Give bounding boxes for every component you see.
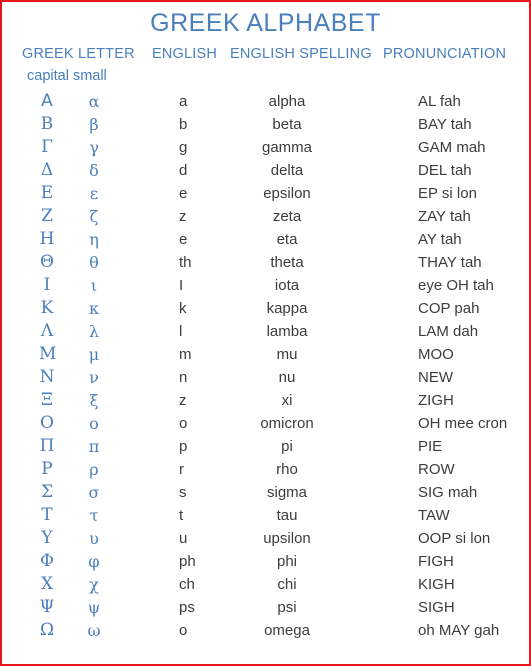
english-spelling: xi: [281, 392, 293, 409]
small-letter: π: [88, 437, 100, 456]
small-letter: ξ: [89, 391, 99, 410]
capital-letter: Ξ: [41, 390, 53, 410]
capital-letter: Κ: [40, 298, 54, 318]
table-row: [2, 551, 531, 574]
table-row: [2, 321, 531, 344]
english-spelling: epsilon: [263, 185, 311, 202]
english-spelling: eta: [276, 231, 298, 248]
capital-letter: Ε: [40, 183, 54, 203]
pronunciation: COP pah: [418, 300, 480, 317]
table-row: [2, 528, 531, 551]
pronunciation: DEL tah: [418, 162, 472, 179]
english-spelling: chi: [277, 576, 297, 593]
capital-letter: Ν: [39, 367, 55, 387]
english-spelling: psi: [277, 599, 297, 616]
small-letter: β: [89, 115, 99, 134]
english-spelling: theta: [270, 254, 304, 271]
english-spelling: nu: [278, 369, 296, 386]
capital-letter: Ρ: [41, 459, 53, 479]
english-letter: z: [179, 208, 187, 225]
capital-letter: Λ: [40, 321, 54, 341]
english-letter: u: [179, 530, 188, 547]
table-row: [2, 597, 531, 620]
small-letter: ζ: [89, 207, 99, 226]
small-letter: ε: [89, 184, 99, 203]
english-letter: ps: [179, 599, 195, 616]
english-spelling: gamma: [261, 139, 313, 156]
small-letter: ν: [89, 368, 99, 387]
capital-letter: Η: [39, 229, 55, 249]
pronunciation: THAY tah: [418, 254, 482, 271]
pronunciation: OH mee cron: [418, 415, 508, 432]
table-row: [2, 114, 531, 137]
capital-letter: Ο: [40, 413, 54, 433]
pronunciation: OOP si lon: [418, 530, 491, 547]
table-row: [2, 229, 531, 252]
english-spelling: mu: [276, 346, 298, 363]
english-letter: k: [179, 300, 187, 317]
subheader-capital-small: capital small: [27, 68, 107, 84]
table-row: [2, 137, 531, 160]
pronunciation: SIG mah: [418, 484, 478, 501]
capital-letter: Τ: [41, 505, 53, 525]
table-row: [2, 436, 531, 459]
english-spelling: alpha: [268, 93, 306, 110]
pronunciation: eye OH tah: [418, 277, 494, 294]
english-spelling: lamba: [266, 323, 308, 340]
small-letter: κ: [89, 299, 99, 318]
small-letter: ρ: [89, 460, 99, 479]
small-letter: ψ: [87, 598, 101, 617]
pronunciation: KIGH: [418, 576, 455, 593]
capital-letter: Β: [40, 114, 54, 134]
pronunciation: oh MAY gah: [418, 622, 500, 639]
capital-letter: Α: [41, 91, 53, 111]
english-spelling: pi: [281, 438, 293, 455]
english-spelling: rho: [276, 461, 298, 478]
small-letter: φ: [88, 552, 100, 571]
english-spelling: upsilon: [263, 530, 311, 547]
english-letter: o: [179, 622, 188, 639]
english-letter: I: [179, 277, 184, 294]
pronunciation: LAM dah: [418, 323, 479, 340]
small-letter: δ: [89, 161, 99, 180]
table-row: [2, 574, 531, 597]
alphabet-table: [2, 91, 531, 643]
english-letter: p: [179, 438, 188, 455]
header-english-spelling: ENGLISH SPELLING: [230, 46, 372, 62]
table-row: [2, 91, 531, 114]
pronunciation: NEW: [418, 369, 453, 386]
capital-letter: Ψ: [39, 597, 55, 617]
table-row: [2, 206, 531, 229]
pronunciation: PIE: [418, 438, 443, 455]
pronunciation: GAM mah: [418, 139, 486, 156]
pronunciation: TAW: [418, 507, 450, 524]
pronunciation: FIGH: [418, 553, 454, 570]
english-letter: l: [179, 323, 183, 340]
pronunciation: ROW: [418, 461, 455, 478]
small-letter: ι: [90, 276, 98, 295]
table-row: [2, 298, 531, 321]
english-spelling: omicron: [260, 415, 314, 432]
capital-letter: Φ: [40, 551, 54, 571]
table-row: [2, 505, 531, 528]
english-spelling: tau: [276, 507, 298, 524]
table-row: [2, 390, 531, 413]
english-spelling: omega: [264, 622, 310, 639]
small-letter: ω: [87, 621, 101, 640]
english-letter: g: [179, 139, 188, 156]
small-letter: θ: [89, 253, 99, 272]
capital-letter: Υ: [41, 528, 53, 548]
english-spelling: beta: [272, 116, 302, 133]
small-letter: τ: [89, 506, 99, 525]
small-letter: μ: [88, 345, 100, 364]
pronunciation: ZIGH: [418, 392, 454, 409]
capital-letter: Ι: [43, 275, 51, 295]
table-row: [2, 160, 531, 183]
english-letter: s: [179, 484, 187, 501]
small-letter: γ: [89, 138, 99, 157]
pronunciation: SIGH: [418, 599, 455, 616]
small-letter: σ: [88, 483, 100, 502]
english-letter: ch: [179, 576, 195, 593]
english-spelling: iota: [274, 277, 300, 294]
table-row: [2, 413, 531, 436]
english-letter: r: [179, 461, 184, 478]
capital-letter: Θ: [40, 252, 54, 272]
capital-letter: Μ: [39, 344, 57, 364]
english-letter: t: [179, 507, 184, 524]
english-spelling: zeta: [272, 208, 302, 225]
capital-letter: Σ: [40, 482, 54, 502]
pronunciation: MOO: [418, 346, 454, 363]
english-spelling: delta: [270, 162, 304, 179]
english-letter: n: [179, 369, 188, 386]
english-letter: d: [179, 162, 188, 179]
table-row: [2, 367, 531, 390]
english-letter: m: [179, 346, 192, 363]
english-letter: a: [179, 93, 188, 110]
pronunciation: ZAY tah: [418, 208, 471, 225]
table-row: [2, 620, 531, 643]
english-spelling: sigma: [266, 484, 307, 501]
english-letter: b: [179, 116, 188, 133]
english-letter: e: [179, 185, 188, 202]
small-letter: α: [88, 92, 100, 111]
header-pronunciation: PRONUNCIATION: [383, 46, 507, 62]
pronunciation: AY tah: [418, 231, 462, 248]
capital-letter: Γ: [41, 137, 53, 157]
capital-letter: Π: [39, 436, 55, 456]
english-letter: z: [179, 392, 187, 409]
small-letter: λ: [88, 322, 100, 341]
small-letter: ο: [89, 414, 99, 433]
table-row: [2, 459, 531, 482]
table-row: [2, 183, 531, 206]
header-english: ENGLISH: [152, 46, 218, 62]
table-row: [2, 482, 531, 505]
capital-letter: Ω: [39, 620, 55, 640]
pronunciation: EP si lon: [418, 185, 477, 202]
table-row: [2, 252, 531, 275]
english-letter: th: [179, 254, 192, 271]
english-letter: ph: [179, 553, 196, 570]
english-letter: o: [179, 415, 188, 432]
capital-letter: Χ: [40, 574, 54, 594]
english-spelling: phi: [276, 553, 298, 570]
table-row: [2, 275, 531, 298]
pronunciation: AL fah: [418, 93, 461, 110]
pronunciation: BAY tah: [418, 116, 472, 133]
header-greek-letter: GREEK LETTER: [22, 46, 135, 62]
capital-letter: Ζ: [41, 206, 53, 226]
page-title: GREEK ALPHABET: [150, 9, 381, 37]
small-letter: η: [89, 230, 99, 249]
table-row: [2, 344, 531, 367]
english-spelling: kappa: [266, 300, 308, 317]
small-letter: υ: [89, 529, 99, 548]
english-letter: e: [179, 231, 188, 248]
small-letter: χ: [89, 575, 99, 594]
capital-letter: Δ: [40, 160, 54, 180]
